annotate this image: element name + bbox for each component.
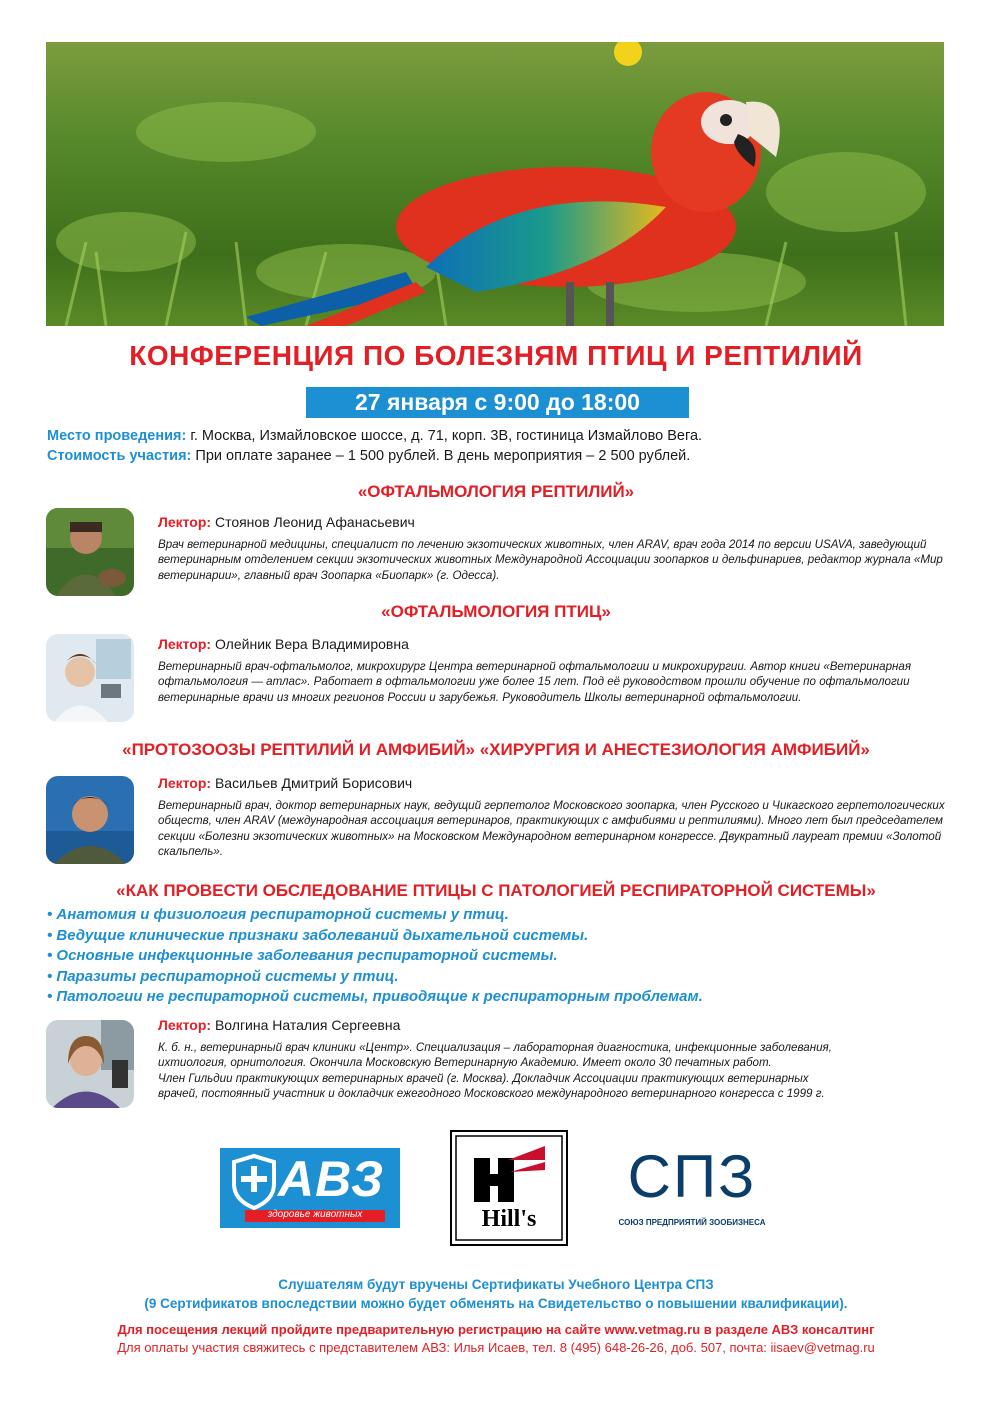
lector-1: [158, 514, 415, 530]
section-title-3: «ПРОТОЗООЗЫ РЕПТИЛИЙ И АМФИБИЙ» «ХИРУРГИЯ И АНЕСТЕЗИОЛОГИЯ АМФИБИЙ»: [122, 740, 870, 759]
lector-4: [158, 1017, 400, 1033]
lector-name-4: Волгина Наталия Сергеевна: [211, 1017, 401, 1033]
lector-bio-3: Ветеринарный врач, доктор ветеринарных наук, ведущий герпетолог Московского зоопарка, член Русского и Чикагского герпетологических обществ, член ARAV (международная ассоциация ветеринаров, практикующих с амфибиями и рептилиями). Много лет был председателем секции «Болезни экзотических животных» на Московском Международном ветеринарном конгрессе. Двукратный лауреат премии «Золотой скальпель».: [158, 799, 945, 858]
footer-certificate-exchange: (9 Сертификатов впоследствии можно будет обменять на Свидетельство о повышении квалификации).: [144, 1296, 848, 1311]
lector-bio-1: Врач ветеринарной медицины, специалист по лечению экзотических животных, член ARAV, врач года 2014 по версии USAVA, заведующий ветеринарным отделением секции экзотических животных Международной Ассоциации зоопарков и дельфинариев, редактор журнала «Мир ветеринарии», главный врач Зоопарка «Биопарк» (г. Одесса).: [158, 538, 943, 582]
hero-image: [46, 42, 944, 326]
lector-name-2: Олейник Вера Владимировна: [211, 636, 409, 652]
hills-logo: [450, 1130, 568, 1246]
section-title-1: «ОФТАЛЬМОЛОГИЯ РЕПТИЛИЙ»: [357, 482, 635, 501]
spz-logo-tagline: СОЮЗ ПРЕДПРИЯТИЙ ЗООБИЗНЕСА: [618, 1218, 766, 1227]
venue-text: г. Москва, Измайловское шоссе, д. 71, корп. 3В, гостиница Измайлово Вега.: [186, 428, 703, 444]
bio-line: К. б. н., ветеринарный врач клиники «Центр». Специализация – лабораторная диагностика, инфекционные заболевания,: [158, 1041, 832, 1054]
lector-photo-2: [46, 634, 134, 722]
lector-photo-3: [46, 776, 134, 864]
venue-label: Место проведения:: [47, 428, 187, 444]
lector-label-4: Лектор:: [158, 1017, 212, 1033]
topic-item: • Патологии не респираторной системы, приводящие к респираторным проблемам.: [47, 987, 947, 1008]
lector-label-2: Лектор:: [158, 636, 212, 652]
lector-bio-4: [158, 1040, 958, 1101]
bio-line: Член Гильдии практикующих ветеринарных врачей (г. Москва). Докладчик Ассоциации практикующих ветеринарных: [158, 1071, 809, 1085]
bio-line: ихтиология, орнитология. Окончила Московскую Ветеринарную Академию. Имеет около 30 печатных работ.: [158, 1056, 772, 1070]
avz-logo: [220, 1148, 400, 1228]
section-title-4: «КАК ПРОВЕСТИ ОБСЛЕДОВАНИЕ ПТИЦЫ С ПАТОЛОГИЕЙ РЕСПИРАТОРНОЙ СИСТЕМЫ»: [116, 881, 876, 900]
cost-label: Стоимость участия:: [47, 448, 192, 464]
footer-certificate-note: Слушателям будут вручены Сертификаты Учебного Центра СПЗ: [278, 1277, 714, 1292]
lector-label-1: Лектор:: [158, 514, 212, 530]
cost-text: При оплате заранее – 1 500 рублей. В день мероприятия – 2 500 рублей.: [191, 448, 691, 464]
section-title-2: «ОФТАЛЬМОЛОГИЯ ПТИЦ»: [381, 602, 611, 621]
parrot-illustration: [46, 42, 944, 326]
event-date: 27 января с 9:00 до 18:00: [306, 387, 689, 418]
venue-line: [47, 428, 702, 444]
lector-name-1: Стоянов Леонид Афанасьевич: [211, 514, 415, 530]
lector-3: [158, 775, 412, 791]
topics-list: [47, 905, 947, 1008]
lector-2: [158, 636, 409, 652]
topic-item: • Основные инфекционные заболевания респираторной системы.: [47, 946, 947, 967]
spz-logo: [612, 1143, 772, 1232]
avz-logo-text: АВЗ: [278, 1151, 385, 1207]
footer-contact: Для оплаты участия свяжитесь с представителем АВЗ: Илья Исаев, тел. 8 (495) 648-26-26, доб. 507, почта: iisaev@vetmag.ru: [117, 1340, 875, 1355]
avz-logo-tagline: здоровье животных: [267, 1209, 363, 1220]
topic-item: • Паразиты респираторной системы у птиц.: [47, 967, 947, 988]
lector-photo-4: [46, 1020, 134, 1108]
topic-item: • Ведущие клинические признаки заболеваний дыхательной системы.: [47, 926, 947, 947]
lector-name-3: Васильев Дмитрий Борисович: [211, 775, 413, 791]
hills-logo-text: Hill's: [481, 1206, 537, 1232]
footer-registration: Для посещения лекций пройдите предварительную регистрацию на сайте www.vetmag.ru в разделе АВЗ консалтинг: [117, 1322, 875, 1337]
cost-line: [47, 448, 690, 464]
bio-line: врачей, постоянный участник и докладчик ежегодного Московского международного ветеринарного конгресса с 1999 г.: [158, 1086, 825, 1100]
topic-item: • Анатомия и физиология респираторной системы у птиц.: [47, 905, 947, 926]
lector-photo-1: [46, 508, 134, 596]
lector-bio-2: Ветеринарный врач-офтальмолог, микрохирург Центра ветеринарной офтальмологии и микрохирургии. Автор книги «Ветеринарная офтальмология — атлас». Работает в офтальмологии уже более 15 лет. Под её руководством прошли обучение по офтальмологии ветеринарные врачи из многих регионов России и зарубежья. Руководитель Школы ветеринарной офтальмологии.: [158, 660, 912, 704]
lector-label-3: Лектор:: [158, 775, 212, 791]
page-title: КОНФЕРЕНЦИЯ ПО БОЛЕЗНЯМ ПТИЦ И РЕПТИЛИЙ: [129, 340, 863, 371]
spz-logo-text: СПЗ: [627, 1143, 757, 1210]
